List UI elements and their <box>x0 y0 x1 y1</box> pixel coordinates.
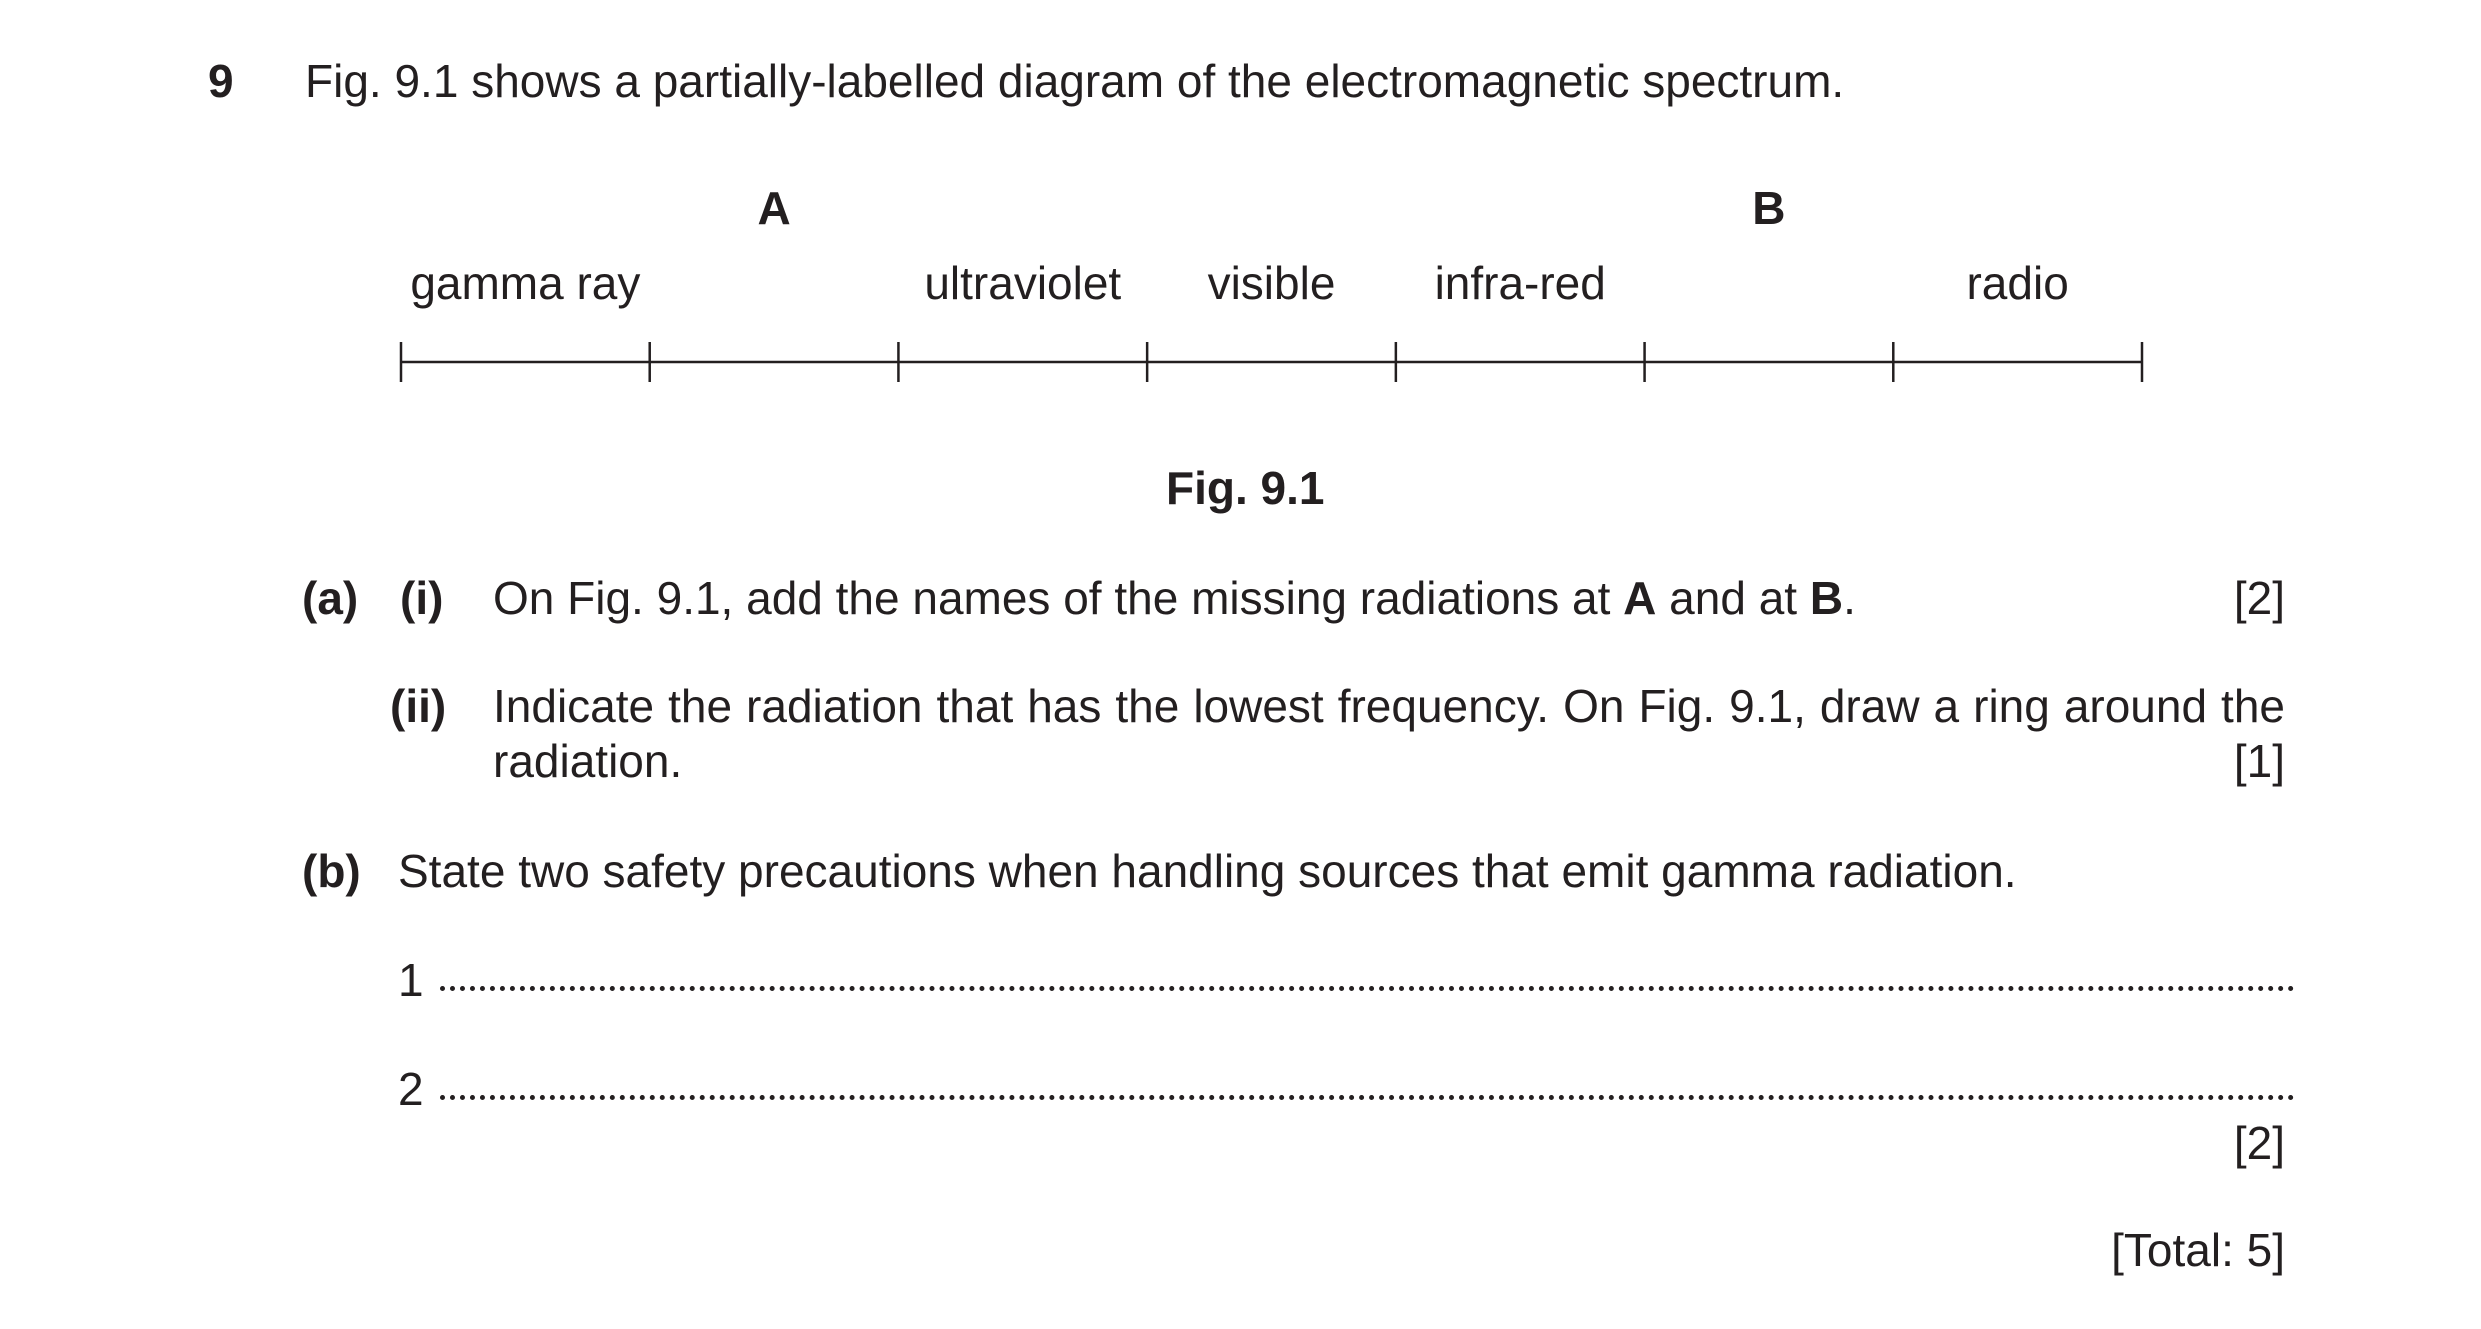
part-a-i-text-1: On Fig. 9.1, add the names of the missing radiations at <box>493 572 1624 624</box>
label-a-ref: A <box>1623 572 1657 624</box>
answer-line-2[interactable] <box>440 1095 2295 1100</box>
band-label-ultraviolet: ultraviolet <box>924 257 1122 309</box>
total-marks: [Total: 5] <box>2111 1224 2285 1276</box>
answer-2-number: 2 <box>398 1063 424 1115</box>
part-a-i-text <box>493 572 1856 624</box>
answer-1-number: 1 <box>398 954 424 1006</box>
part-b-text: State two safety precautions when handling sources that emit gamma radiation. <box>398 845 2017 897</box>
part-a-ii-label: (ii) <box>390 680 447 732</box>
part-a-ii-line-1: Indicate the radiation that has the lowest frequency. On Fig. 9.1, draw a ring around the <box>493 680 2285 732</box>
part-b-marks: [2] <box>2233 1117 2285 1169</box>
band-label-visible: visible <box>1207 257 1336 309</box>
answer-line-1[interactable] <box>440 986 2295 991</box>
part-b-label: (b) <box>302 845 361 897</box>
question-intro: Fig. 9.1 shows a partially-labelled diagram of the electromagnetic spectrum. <box>305 55 1845 107</box>
part-a-ii-line-2: radiation. <box>493 735 683 787</box>
part-a-i-marks: [2] <box>2233 572 2285 624</box>
part-a-i-label: (i) <box>400 572 444 624</box>
band-label-infra-red: infra-red <box>1434 257 1606 309</box>
unknown-band-label-b: B <box>1752 182 1786 234</box>
question-number: 9 <box>208 55 234 107</box>
band-label-gamma-ray: gamma ray <box>410 257 641 309</box>
band-label-radio: radio <box>1966 257 2069 309</box>
label-b-ref: B <box>1809 572 1844 624</box>
part-a-ii-marks: [1] <box>2233 735 2285 787</box>
part-a-label: (a) <box>302 572 359 624</box>
em-spectrum-diagram <box>0 0 2481 520</box>
part-a-i-text-3: . <box>1843 572 1856 624</box>
figure-caption: Fig. 9.1 <box>1166 462 1325 514</box>
unknown-band-label-a: A <box>757 182 791 234</box>
part-a-i-text-2: and at <box>1656 572 1810 624</box>
